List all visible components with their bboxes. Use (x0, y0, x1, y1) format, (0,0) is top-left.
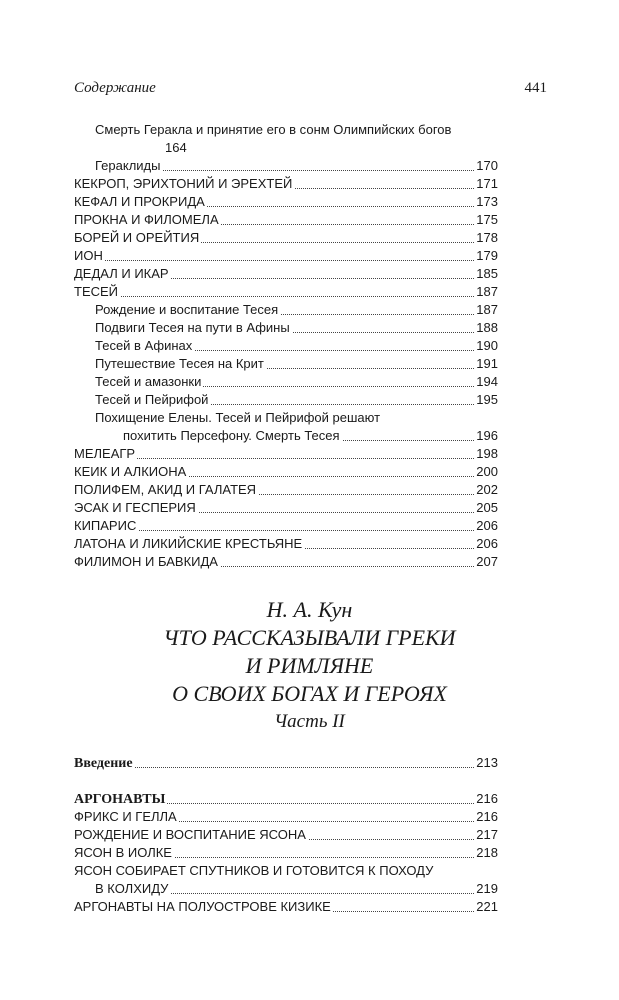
toc-entry (95, 319, 498, 337)
toc-entry-text: ЯСОН В ИОЛКЕ (74, 845, 172, 860)
toc-entry (74, 481, 498, 499)
toc-entry-page: 190 (476, 338, 498, 353)
toc-entry-text: РОЖДЕНИЕ И ВОСПИТАНИЕ ЯСОНА (74, 827, 306, 842)
toc-entry-text: Путешествие Тесея на Крит (95, 356, 264, 371)
toc-entry-text: Рождение и воспитание Тесея (95, 302, 279, 317)
toc-entry (74, 211, 498, 229)
toc-entry (74, 808, 498, 826)
toc-entry-text: ДЕДАЛ И ИКАР (74, 266, 169, 281)
toc-entry-page: 173 (476, 194, 498, 209)
toc-entry (74, 463, 498, 481)
book-title-block (0, 596, 619, 736)
toc-entry-page: 185 (476, 266, 498, 281)
toc-entry-page: 170 (476, 158, 498, 173)
toc-entry (74, 229, 498, 247)
toc-entry-text: Смерть Геракла и принятие его в сонм Олимпийских богов (95, 122, 452, 137)
toc-entry (74, 844, 498, 862)
toc-entry (74, 265, 498, 283)
toc-entry-text: БОРЕЙ И ОРЕЙТИЯ (74, 230, 200, 245)
header-title: Содержание (74, 80, 156, 96)
toc-entry-text: Введение (74, 756, 133, 771)
toc-entry-text: Подвиги Тесея на пути в Афины (95, 320, 290, 335)
toc-entry-text: КЕИК И АЛКИОНА (74, 464, 187, 479)
toc-entry (95, 157, 498, 175)
toc-entry (74, 553, 498, 571)
toc-entry-text: похитить Персефону. Смерть Тесея (123, 428, 340, 443)
toc-entry-elena (95, 409, 498, 445)
toc-entry-text: ФРИКС И ГЕЛЛА (74, 809, 177, 824)
toc-entry-cont (95, 880, 498, 898)
toc-entry-herakl-death (95, 121, 498, 157)
toc-entry (74, 499, 498, 517)
toc-entry-text: Тесей в Афинах (95, 338, 193, 353)
toc-entry (95, 391, 498, 409)
toc-entry-page: 216 (476, 791, 498, 806)
header-page-number: 441 (524, 80, 547, 96)
toc-entry-text: КИПАРИС (74, 518, 137, 533)
toc-entry-text: АРГОНАВТЫ (74, 792, 166, 807)
toc-entry-page: 217 (476, 827, 498, 842)
toc-entry (74, 247, 498, 265)
toc-entry-text: ТЕСЕЙ (74, 284, 119, 299)
toc-entry-page: 202 (476, 482, 498, 497)
toc-entry-page: 200 (476, 464, 498, 479)
toc-entry-page: 206 (476, 536, 498, 551)
toc-top (74, 121, 498, 571)
toc-entry-cont (123, 427, 498, 445)
toc-bottom (74, 790, 498, 916)
toc-entry (95, 337, 498, 355)
toc-entry-text: КЕКРОП, ЭРИХТОНИЙ И ЭРЕХТЕЙ (74, 176, 293, 191)
toc-entry-text: ЭСАК И ГЕСПЕРИЯ (74, 500, 196, 515)
toc-entry-page: 196 (476, 428, 498, 443)
toc-entry-text: КЕФАЛ И ПРОКРИДА (74, 194, 205, 209)
toc-entry (95, 301, 498, 319)
toc-entry-page: 179 (476, 248, 498, 263)
toc-entry-page: 194 (476, 374, 498, 389)
toc-entry-page: 164 (165, 140, 187, 155)
toc-entry-text: Гераклиды (95, 158, 161, 173)
toc-entry-argonauts (74, 790, 498, 808)
toc-entry-text: Тесей и амазонки (95, 374, 202, 389)
toc-entry-intro (74, 754, 498, 772)
running-header (74, 80, 547, 102)
toc-intro (74, 754, 498, 772)
toc-entry-text: ЯСОН СОБИРАЕТ СПУТНИКОВ И ГОТОВИТСЯ К ПОХОДУ (74, 863, 434, 878)
toc-entry-page: 187 (476, 284, 498, 299)
toc-entry-page: 195 (476, 392, 498, 407)
toc-entry-page: 175 (476, 212, 498, 227)
toc-entry-page: 206 (476, 518, 498, 533)
toc-entry-page: 221 (476, 899, 498, 914)
toc-entry (74, 175, 498, 193)
book-title-line1: ЧТО РАССКАЗЫВАЛИ ГРЕКИ (163, 625, 456, 650)
toc-entry-text: Тесей и Пейрифой (95, 392, 209, 407)
toc-entry-page: 187 (476, 302, 498, 317)
toc-entry-page: 218 (476, 845, 498, 860)
toc-entry-text: ПОЛИФЕМ, АКИД И ГАЛАТЕЯ (74, 482, 257, 497)
book-title-line2: И РИМЛЯНЕ (245, 653, 374, 678)
toc-entry-page: 216 (476, 809, 498, 824)
toc-entry (74, 535, 498, 553)
toc-entry-text: ИОН (74, 248, 103, 263)
toc-entry-text: ФИЛИМОН И БАВКИДА (74, 554, 218, 569)
toc-entry-text: АРГОНАВТЫ НА ПОЛУОСТРОВЕ КИЗИКЕ (74, 899, 331, 914)
toc-entry-text: В КОЛХИДУ (95, 881, 169, 896)
toc-entry-last (74, 898, 498, 916)
toc-entry-text: ПРОКНА И ФИЛОМЕЛА (74, 212, 219, 227)
toc-entry (95, 355, 498, 373)
toc-entry-jason (74, 862, 498, 898)
toc-entry-page: 219 (476, 881, 498, 896)
toc-entry (74, 517, 498, 535)
toc-entry (95, 373, 498, 391)
toc-entry (74, 445, 498, 463)
book-author: Н. А. Кун (266, 597, 353, 622)
toc-entry-text: Похищение Елены. Тесей и Пейрифой решают (95, 410, 381, 425)
toc-entry-page: 205 (476, 500, 498, 515)
book-part: Часть II (274, 711, 345, 732)
book-title-line3: О СВОИХ БОГАХ И ГЕРОЯХ (172, 681, 447, 706)
toc-entry-page: 207 (476, 554, 498, 569)
toc-entry-text: МЕЛЕАГР (74, 446, 136, 461)
toc-entry (74, 193, 498, 211)
toc-entry-page: 188 (476, 320, 498, 335)
toc-entry (74, 826, 498, 844)
toc-entry-page: 213 (476, 755, 498, 770)
toc-entry-page: 191 (476, 356, 498, 371)
toc-entry-page: 198 (476, 446, 498, 461)
toc-entry-page: 178 (476, 230, 498, 245)
toc-entry-page: 171 (476, 176, 498, 191)
toc-entry-text: ЛАТОНА И ЛИКИЙСКИЕ КРЕСТЬЯНЕ (74, 536, 303, 551)
toc-entry (74, 283, 498, 301)
